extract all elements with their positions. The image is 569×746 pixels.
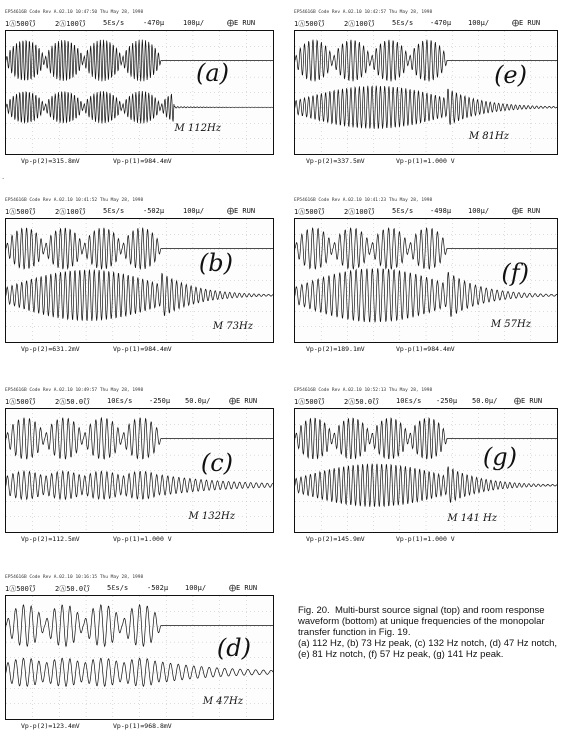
- caption-details: (a) 112 Hz, (b) 73 Hz peak, (c) 132 Hz notch, (d) 47 Hz notch, (e) 81 Hz notch, (f) 57 Hz peak, (g) 141 Hz peak.: [298, 638, 558, 660]
- panel-settings: [3, 397, 276, 407]
- vpp-channel1: Vp-p(1)=1.000 V: [396, 157, 455, 165]
- vpp-channel2: Vp-p(2)=112.5mV: [21, 535, 80, 543]
- run-status: ⨁E RUN: [514, 397, 543, 405]
- figure-caption: [298, 605, 560, 660]
- scope-panel-c: [3, 388, 276, 546]
- channel1-scale: 1Ⓐ500℧: [294, 20, 325, 28]
- panel-settings: [3, 207, 276, 217]
- trigger-level: 100µ/: [468, 207, 490, 215]
- vpp-channel1: Vp-p(1)=1.000 V: [113, 535, 172, 543]
- panel-header: EP54616B Code Rev A.02.10 10:47:50 Thu May 28, 1998: [5, 10, 144, 15]
- source-signal-trace: [295, 418, 557, 459]
- run-status: ⨁E RUN: [227, 207, 256, 215]
- scope-screen: [5, 30, 274, 155]
- panel-header: EP54616B Code Rev A.02.10 10:16:15 Thu May 28, 1998: [5, 575, 144, 580]
- timebase: 10ℇs/s: [107, 397, 133, 405]
- panel-letter: (f): [501, 259, 529, 287]
- trigger-level: 100µ/: [468, 19, 490, 27]
- channel1-scale: 1Ⓐ500℧: [294, 398, 325, 406]
- channel1-scale: 1Ⓐ500℧: [5, 398, 36, 406]
- scope-panel-d: [3, 575, 276, 733]
- delay: -470µ: [143, 19, 165, 27]
- panel-settings: [292, 397, 560, 407]
- timebase: 5ℇs/s: [392, 207, 414, 215]
- measure-label: M 47Hz: [202, 696, 243, 707]
- scope-panel-e: [292, 10, 560, 168]
- timebase: 5ℇs/s: [392, 19, 414, 27]
- timebase: 5ℇs/s: [103, 19, 125, 27]
- measure-label: M 57Hz: [490, 319, 531, 330]
- vpp-channel1: Vp-p(1)=1.000 V: [396, 535, 455, 543]
- waveform-plot: [295, 409, 557, 532]
- vpp-channel1: Vp-p(1)=984.4mV: [396, 345, 455, 353]
- panel-letter: (c): [200, 449, 233, 477]
- vpp-channel1: Vp-p(1)=968.8mV: [113, 722, 172, 730]
- scope-screen: [5, 218, 274, 343]
- vpp-channel2: Vp-p(2)=631.2mV: [21, 345, 80, 353]
- vpp-channel2: Vp-p(2)=145.9mV: [306, 535, 365, 543]
- delay: -498µ: [430, 207, 452, 215]
- panel-header: EP54616B Code Rev A.02.10 10:49:57 Thu May 28, 1998: [5, 388, 144, 393]
- measure-label: M 132Hz: [188, 511, 235, 522]
- trigger-level: 100µ/: [183, 19, 205, 27]
- channel2-scale: 2Ⓐ100℧: [55, 208, 86, 216]
- channel2-scale: 2Ⓐ50.0℧: [344, 398, 380, 406]
- run-status: ⨁E RUN: [229, 584, 258, 592]
- figure-label: Fig. 20.: [298, 605, 330, 616]
- vpp-channel2: Vp-p(2)=337.5mV: [306, 157, 365, 165]
- caption-text: Multi-burst source signal (top) and room response waveform (bottom) at unique frequencies of the monopolar transfer function in Fig. 19.: [298, 605, 545, 638]
- panel-settings: [3, 19, 276, 29]
- delay: -502µ: [147, 584, 169, 592]
- panel-header: EP54616B Code Rev A.02.10 10:52:13 Thu May 28, 1998: [294, 388, 433, 393]
- vpp-channel1: Vp-p(1)=984.4mV: [113, 345, 172, 353]
- panel-letter: (g): [482, 443, 517, 471]
- scope-panel-b: [3, 198, 276, 356]
- measure-label: M 81Hz: [468, 131, 509, 142]
- run-status: ⨁E RUN: [227, 19, 256, 27]
- timebase: 5ℇs/s: [103, 207, 125, 215]
- run-status: ⨁E RUN: [512, 19, 541, 27]
- scope-screen: [294, 218, 558, 343]
- vpp-channel2: Vp-p(2)=123.4mV: [21, 722, 80, 730]
- channel2-scale: 2Ⓐ100℧: [344, 208, 375, 216]
- panel-settings: [292, 207, 560, 217]
- run-status: ⨁E RUN: [229, 397, 258, 405]
- waveform-plot: [295, 31, 557, 154]
- scope-panel-g: [292, 388, 560, 546]
- scope-screen: [5, 408, 274, 533]
- panel-header: EP54616B Code Rev A.02.10 10:42:57 Thu May 28, 1998: [294, 10, 433, 15]
- vpp-channel2: Vp-p(2)=315.8mV: [21, 157, 80, 165]
- panel-letter: (d): [216, 634, 251, 662]
- delay: -502µ: [143, 207, 165, 215]
- scope-screen: [294, 30, 558, 155]
- measure-label: M 112Hz: [174, 123, 221, 134]
- timebase: 10ℇs/s: [396, 397, 422, 405]
- channel2-scale: 2Ⓐ100℧: [55, 20, 86, 28]
- delay: -250µ: [149, 397, 171, 405]
- channel2-scale: 2Ⓐ50.0℧: [55, 398, 91, 406]
- trigger-level: 50.0µ/: [185, 397, 211, 405]
- panel-header: EP54616B Code Rev A.02.10 10:41:52 Thu May 28, 1998: [5, 198, 144, 203]
- scope-panel-f: [292, 198, 560, 356]
- timebase: 5ℇs/s: [107, 584, 129, 592]
- panel-settings: [292, 19, 560, 29]
- waveform-plot: [6, 31, 273, 154]
- panel-letter: (b): [198, 249, 233, 277]
- measure-label: M 73Hz: [212, 321, 253, 332]
- panel-letter: (e): [494, 61, 527, 89]
- channel1-scale: 1Ⓐ500℧: [294, 208, 325, 216]
- scope-panel-a: [3, 10, 276, 168]
- channel1-scale: 1Ⓐ500℧: [5, 208, 36, 216]
- trigger-level: 50.0µ/: [472, 397, 498, 405]
- room-response-trace: [295, 86, 557, 129]
- panel-letter: (a): [195, 59, 229, 87]
- scope-screen: [294, 408, 558, 533]
- channel2-scale: 2Ⓐ50.0℧: [55, 585, 91, 593]
- delay: -250µ: [436, 397, 458, 405]
- channel1-scale: 1Ⓐ500℧: [5, 20, 36, 28]
- trigger-level: 100µ/: [185, 584, 207, 592]
- trigger-level: 100µ/: [183, 207, 205, 215]
- panel-header: EP54616B Code Rev A.02.10 10:41:23 Thu May 28, 1998: [294, 198, 433, 203]
- run-status: ⨁E RUN: [512, 207, 541, 215]
- vpp-channel2: Vp-p(2)=189.1mV: [306, 345, 365, 353]
- delay: -470µ: [430, 19, 452, 27]
- stray-mark: .: [2, 172, 5, 181]
- channel1-scale: 1Ⓐ500℧: [5, 585, 36, 593]
- vpp-channel1: Vp-p(1)=984.4mV: [113, 157, 172, 165]
- measure-label: M 141 Hz: [447, 513, 497, 524]
- panel-settings: [3, 584, 276, 594]
- scope-screen: [5, 595, 274, 720]
- channel2-scale: 2Ⓐ100℧: [344, 20, 375, 28]
